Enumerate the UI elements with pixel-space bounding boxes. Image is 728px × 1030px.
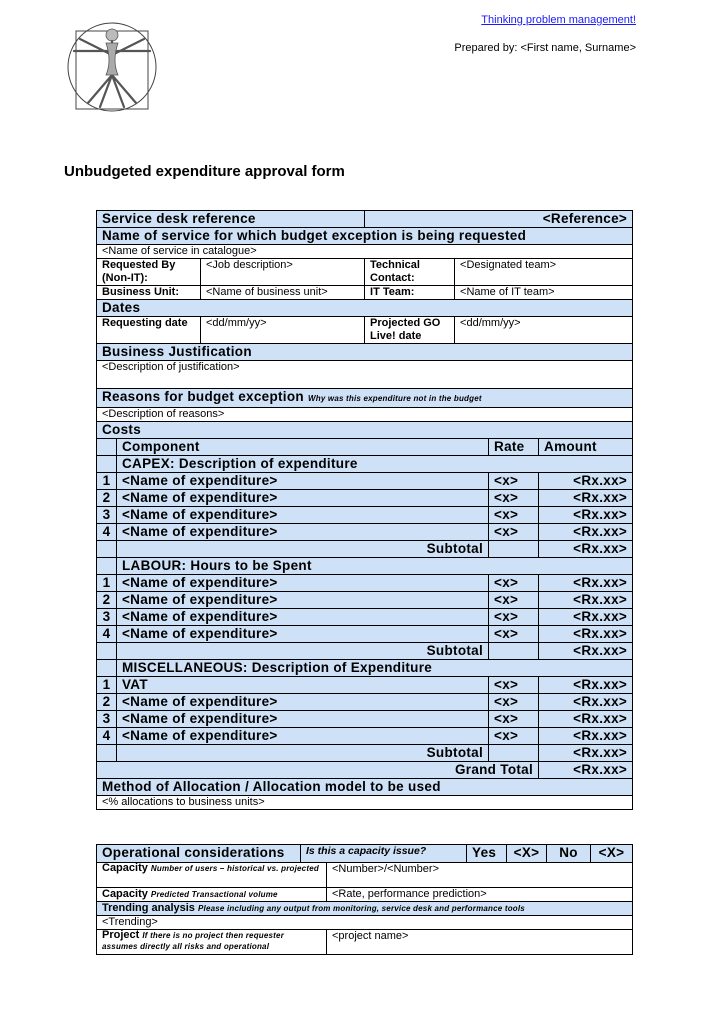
it-team-label: IT Team:: [365, 286, 455, 300]
cost-row: [97, 524, 633, 541]
project-label: Project: [102, 929, 140, 941]
reasons-value[interactable]: <Description of reasons>: [97, 408, 633, 422]
cost-row-rate[interactable]: <x>: [489, 694, 539, 711]
cost-row: [97, 609, 633, 626]
trending-note: Please including any output from monitoring, service desk and performance tools: [197, 904, 525, 913]
cost-row-rate[interactable]: <x>: [489, 524, 539, 541]
reasons-note: Why was this expenditure not in the budget: [308, 394, 482, 403]
cost-row: [97, 711, 633, 728]
service-desk-label: Service desk reference: [97, 211, 365, 228]
subtotal-label: Subtotal: [117, 541, 489, 558]
cost-row-rate[interactable]: <x>: [489, 609, 539, 626]
business-unit-value[interactable]: <Name of business unit>: [201, 286, 365, 300]
cost-row-amount[interactable]: <Rx.xx>: [539, 728, 633, 745]
cost-row-amount[interactable]: <Rx.xx>: [539, 507, 633, 524]
cost-row-rate[interactable]: <x>: [489, 728, 539, 745]
expenditure-form-table: [96, 210, 633, 810]
cost-row-rate[interactable]: <x>: [489, 490, 539, 507]
reasons-label: Reasons for budget exception: [102, 389, 304, 404]
cost-section-heading: MISCELLANEOUS: Description of Expenditure: [117, 660, 633, 677]
cost-row-amount[interactable]: <Rx.xx>: [539, 609, 633, 626]
cost-row-amount[interactable]: <Rx.xx>: [539, 490, 633, 507]
cost-row: [97, 473, 633, 490]
subtotal-value[interactable]: <Rx.xx>: [539, 745, 633, 762]
cost-row: [97, 626, 633, 643]
cost-row-rate[interactable]: <x>: [489, 473, 539, 490]
requested-by-value[interactable]: <Job description>: [201, 259, 365, 286]
tagline-link[interactable]: Thinking problem management!: [481, 14, 636, 26]
cost-row-name[interactable]: <Name of expenditure>: [117, 575, 489, 592]
cost-section-heading: LABOUR: Hours to be Spent: [117, 558, 633, 575]
cost-row-name[interactable]: <Name of expenditure>: [117, 711, 489, 728]
cost-row-number: 1: [97, 473, 117, 490]
cost-row: [97, 575, 633, 592]
cost-row-rate[interactable]: <x>: [489, 575, 539, 592]
cost-row-amount[interactable]: <Rx.xx>: [539, 694, 633, 711]
cost-row: [97, 490, 633, 507]
cost-row-number: 2: [97, 694, 117, 711]
allocation-value[interactable]: <% allocations to business units>: [97, 796, 633, 810]
capacity-users-value[interactable]: <Number>/<Number>: [327, 863, 633, 888]
yes-label: Yes: [467, 845, 507, 863]
cost-row-name[interactable]: <Name of expenditure>: [117, 626, 489, 643]
business-unit-label: Business Unit:: [97, 286, 201, 300]
cost-row-number: 1: [97, 677, 117, 694]
cost-row-number: 1: [97, 575, 117, 592]
cost-row-name[interactable]: VAT: [117, 677, 489, 694]
cost-row-amount[interactable]: <Rx.xx>: [539, 711, 633, 728]
amount-column-header: Amount: [539, 439, 633, 456]
cost-row-rate[interactable]: <x>: [489, 677, 539, 694]
cost-row-amount[interactable]: <Rx.xx>: [539, 473, 633, 490]
cost-row-number: 4: [97, 728, 117, 745]
cost-row-amount[interactable]: <Rx.xx>: [539, 592, 633, 609]
operational-table: [96, 844, 633, 955]
cost-section-heading: CAPEX: Description of expenditure: [117, 456, 633, 473]
yes-value[interactable]: <X>: [507, 845, 547, 863]
cost-row-name[interactable]: <Name of expenditure>: [117, 507, 489, 524]
capacity-volume-value[interactable]: <Rate, performance prediction>: [327, 888, 633, 902]
cost-row-name[interactable]: <Name of expenditure>: [117, 490, 489, 507]
reasons-header: [97, 389, 633, 408]
grand-total-label: Grand Total: [97, 762, 539, 779]
cost-row-number: 3: [97, 507, 117, 524]
cost-row-number: 3: [97, 711, 117, 728]
capacity-users-note: Number of users – historical vs. projected: [150, 864, 319, 873]
capacity-volume-note: Predicted Transactional volume: [150, 890, 278, 899]
service-name-label: Name of service for which budget exception is being requested: [97, 228, 633, 245]
no-value[interactable]: <X>: [591, 845, 633, 863]
cost-row-name[interactable]: <Name of expenditure>: [117, 609, 489, 626]
cost-row-name[interactable]: <Name of expenditure>: [117, 694, 489, 711]
golive-date-label: Projected GO Live! date: [365, 317, 455, 344]
cost-row-rate[interactable]: <x>: [489, 626, 539, 643]
prepared-by: Prepared by: <First name, Surname>: [454, 42, 636, 54]
justification-label: Business Justification: [97, 344, 633, 361]
component-column-header: Component: [117, 439, 489, 456]
project-note: If there is no project then requester assumes directly all risks and operational: [102, 931, 285, 951]
cost-row-name[interactable]: <Name of expenditure>: [117, 524, 489, 541]
operational-heading: Operational considerations: [97, 845, 301, 863]
cost-row-name[interactable]: <Name of expenditure>: [117, 728, 489, 745]
justification-value[interactable]: <Description of justification>: [97, 361, 633, 389]
requested-by-label: Requested By (Non-IT):: [97, 259, 201, 286]
allocation-label: Method of Allocation / Allocation model to be used: [97, 779, 633, 796]
no-label: No: [547, 845, 591, 863]
cost-row-number: 2: [97, 592, 117, 609]
golive-date-value[interactable]: <dd/mm/yy>: [455, 317, 633, 344]
subtotal-value[interactable]: <Rx.xx>: [539, 643, 633, 660]
costs-body: [97, 439, 633, 762]
rate-column-header: Rate: [489, 439, 539, 456]
subtotal-label: Subtotal: [117, 643, 489, 660]
requesting-date-label: Requesting date: [97, 317, 201, 344]
cost-row-number: 4: [97, 524, 117, 541]
cost-row-rate[interactable]: <x>: [489, 507, 539, 524]
cost-row: [97, 507, 633, 524]
project-value[interactable]: <project name>: [327, 930, 633, 955]
dates-label: Dates: [97, 300, 633, 317]
cost-row-number: 2: [97, 490, 117, 507]
cost-row-name[interactable]: <Name of expenditure>: [117, 473, 489, 490]
subtotal-value[interactable]: <Rx.xx>: [539, 541, 633, 558]
capacity-question: Is this a capacity issue?: [301, 845, 467, 863]
grand-total-value[interactable]: <Rx.xx>: [539, 762, 633, 779]
capacity-volume-label: Capacity: [102, 888, 148, 900]
it-team-value[interactable]: <Name of IT team>: [455, 286, 633, 300]
trending-value[interactable]: <Trending>: [97, 916, 633, 930]
requesting-date-value[interactable]: <dd/mm/yy>: [201, 317, 365, 344]
page-title: Unbudgeted expenditure approval form: [64, 163, 345, 180]
service-name-value[interactable]: <Name of service in catalogue>: [97, 245, 633, 259]
trending-label: Trending analysis: [102, 902, 195, 914]
cost-row: [97, 592, 633, 609]
cost-row-amount[interactable]: <Rx.xx>: [539, 524, 633, 541]
cost-row-rate[interactable]: <x>: [489, 592, 539, 609]
cost-row-name[interactable]: <Name of expenditure>: [117, 592, 489, 609]
service-desk-value[interactable]: <Reference>: [365, 211, 633, 228]
cost-row-amount[interactable]: <Rx.xx>: [539, 677, 633, 694]
capacity-users-label: Capacity: [102, 862, 148, 874]
subtotal-label: Subtotal: [117, 745, 489, 762]
technical-contact-label: Technical Contact:: [365, 259, 455, 286]
cost-row: [97, 728, 633, 745]
cost-row: [97, 677, 633, 694]
cost-row-amount[interactable]: <Rx.xx>: [539, 575, 633, 592]
costs-label: Costs: [97, 422, 633, 439]
cost-row-amount[interactable]: <Rx.xx>: [539, 626, 633, 643]
cost-row-rate[interactable]: <x>: [489, 711, 539, 728]
vitruvian-man-icon: [64, 15, 164, 115]
cost-row-number: 4: [97, 626, 117, 643]
cost-row: [97, 694, 633, 711]
technical-contact-value[interactable]: <Designated team>: [455, 259, 633, 286]
cost-row-number: 3: [97, 609, 117, 626]
